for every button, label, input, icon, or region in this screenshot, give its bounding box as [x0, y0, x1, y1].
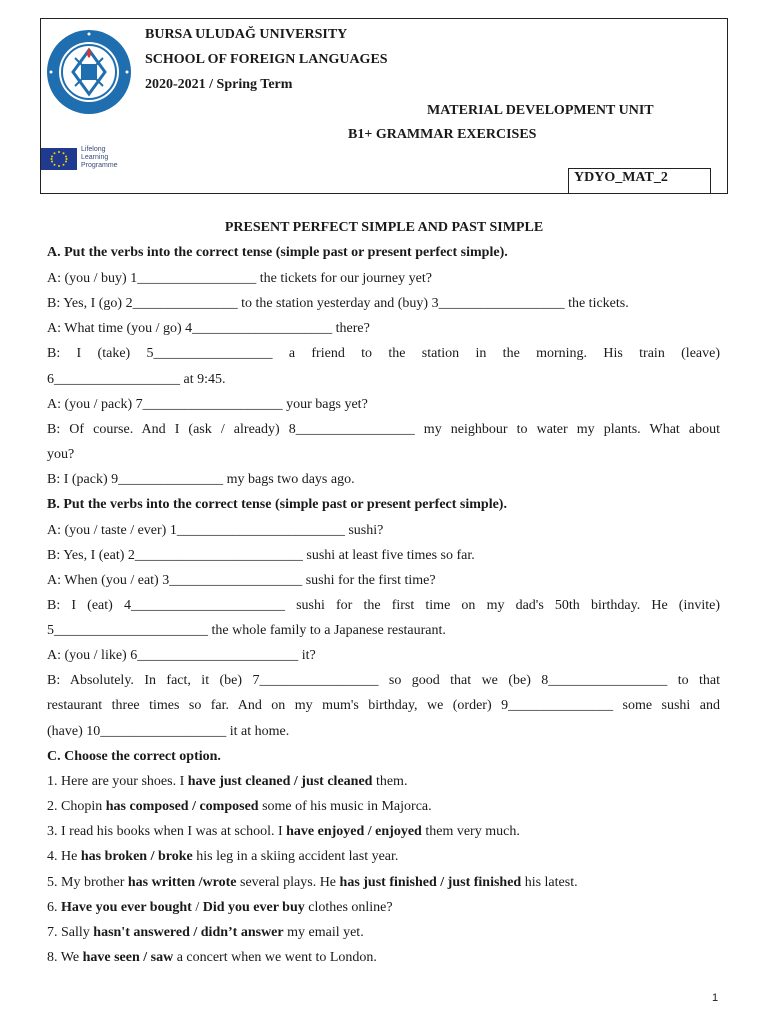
- choice-item-2: [47, 799, 720, 815]
- choice-text: some of his music in Majorca.: [258, 799, 432, 814]
- choice-options[interactable]: has composed / composed: [105, 799, 259, 814]
- choice-item-5: [47, 875, 720, 891]
- exercise-line: B: I (eat) 4______________________ sushi for the first time on my dad's 50th birthday. He (invite): [47, 598, 720, 613]
- exercise-line: B: I (take) 5_________________ a friend to the station in the morning. His train (leave): [47, 346, 720, 361]
- choice-text: my email yet.: [283, 925, 364, 940]
- university-logo: [45, 28, 133, 116]
- lifelong-learning-label: [81, 146, 118, 170]
- course-label: B1+ GRAMMAR EXERCISES: [348, 127, 537, 142]
- choice-text: 2. Chopin: [47, 799, 106, 814]
- exercise-line: A: When (you / eat) 3___________________ sushi for the first time?: [47, 573, 436, 588]
- exercise-line: B: Of course. And I (ask / already) 8_________________ my neighbour to water my plants. What about: [47, 422, 720, 437]
- unit-label: MATERIAL DEVELOPMENT UNIT: [427, 103, 654, 118]
- school-name: SCHOOL OF FOREIGN LANGUAGES: [145, 52, 388, 67]
- choice-item-8: [47, 950, 720, 966]
- choice-options[interactable]: has broken / broke: [80, 849, 193, 864]
- eu-label-line-2: Learning: [81, 154, 109, 161]
- choice-text: 8. We: [47, 950, 83, 965]
- choice-options[interactable]: Have you ever bought: [61, 900, 192, 915]
- choice-options[interactable]: have seen / saw: [82, 950, 174, 965]
- choice-text: 5. My brother: [47, 875, 128, 890]
- choice-text: several plays. He: [236, 875, 340, 890]
- choice-text: clothes online?: [304, 900, 393, 915]
- exercise-line: B: Yes, I (eat) 2________________________ sushi at least five times so far.: [47, 548, 475, 563]
- choice-options[interactable]: Did you ever buy: [202, 900, 305, 915]
- eu-label-line-3: Programme: [81, 162, 118, 169]
- choice-text: 6.: [47, 900, 61, 915]
- section-a-heading: A. Put the verbs into the correct tense (simple past or present perfect simple).: [47, 245, 508, 260]
- exercise-line: A: (you / buy) 1_________________ the tickets for our journey yet?: [47, 271, 432, 286]
- choice-options[interactable]: have just cleaned / just cleaned: [187, 774, 373, 789]
- eu-flag-icon: [41, 148, 77, 170]
- section-b-heading: B. Put the verbs into the correct tense (simple past or present perfect simple).: [47, 497, 507, 512]
- exercise-line: 5______________________ the whole family to a Japanese restaurant.: [47, 623, 446, 638]
- exercise-line: A: (you / pack) 7____________________ your bags yet?: [47, 397, 368, 412]
- term-label: 2020-2021 / Spring Term: [145, 77, 293, 92]
- page-number: 1: [712, 992, 719, 1004]
- university-seal-icon: [45, 28, 133, 116]
- exercise-line: A: (you / taste / ever) 1________________________ sushi?: [47, 523, 384, 538]
- eu-label-line-1: Lifelong: [81, 146, 106, 153]
- exercise-line: A: (you / like) 6_______________________ it?: [47, 648, 316, 663]
- choice-text: his leg in a skiing accident last year.: [192, 849, 399, 864]
- choice-item-3: [47, 824, 720, 840]
- exercise-line: B: Absolutely. In fact, it (be) 7_________________ so good that we (be) 8_________________ to that: [47, 673, 720, 688]
- choice-text: /: [191, 900, 203, 915]
- exercise-line: B: I (pack) 9_______________ my bags two days ago.: [47, 472, 355, 487]
- choice-text: his latest.: [521, 875, 578, 890]
- choice-text: 3. I read his books when I was at school. I: [47, 824, 287, 839]
- choice-text: a concert when we went to London.: [173, 950, 377, 965]
- exercise-line: (have) 10__________________ it at home.: [47, 724, 290, 739]
- exercise-line: 6__________________ at 9:45.: [47, 372, 226, 387]
- choice-options[interactable]: have enjoyed / enjoyed: [286, 824, 422, 839]
- choice-text: them.: [372, 774, 408, 789]
- university-name: BURSA ULUDAĞ UNIVERSITY: [145, 27, 348, 42]
- exercise-line: B: Yes, I (go) 2_______________ to the station yesterday and (buy) 3__________________ the tickets.: [47, 296, 629, 311]
- exercise-line: A: What time (you / go) 4____________________ there?: [47, 321, 370, 336]
- lifelong-learning-logo: [41, 146, 133, 172]
- choice-item-6: [47, 900, 720, 916]
- choice-options[interactable]: has written /wrote: [127, 875, 237, 890]
- material-code: YDYO_MAT_2: [568, 168, 711, 194]
- choice-item-1: [47, 774, 720, 790]
- exercise-line: you?: [47, 447, 75, 462]
- choice-item-7: [47, 925, 720, 941]
- header-box: [40, 18, 728, 194]
- choice-options[interactable]: has just finished / just finished: [339, 875, 522, 890]
- choice-options[interactable]: hasn't answered / didn’t answer: [93, 925, 284, 940]
- choice-text: 7. Sally: [47, 925, 94, 940]
- choice-text: 1. Here are your shoes. I: [47, 774, 188, 789]
- choice-text: 4. He: [47, 849, 81, 864]
- choice-text: them very much.: [421, 824, 520, 839]
- worksheet-title: PRESENT PERFECT SIMPLE AND PAST SIMPLE: [224, 220, 544, 235]
- exercise-line: restaurant three times so far. And on my mum's birthday, we (order) 9_______________ some sushi and: [47, 698, 720, 713]
- section-c-heading: C. Choose the correct option.: [47, 749, 221, 764]
- choice-item-4: [47, 849, 720, 865]
